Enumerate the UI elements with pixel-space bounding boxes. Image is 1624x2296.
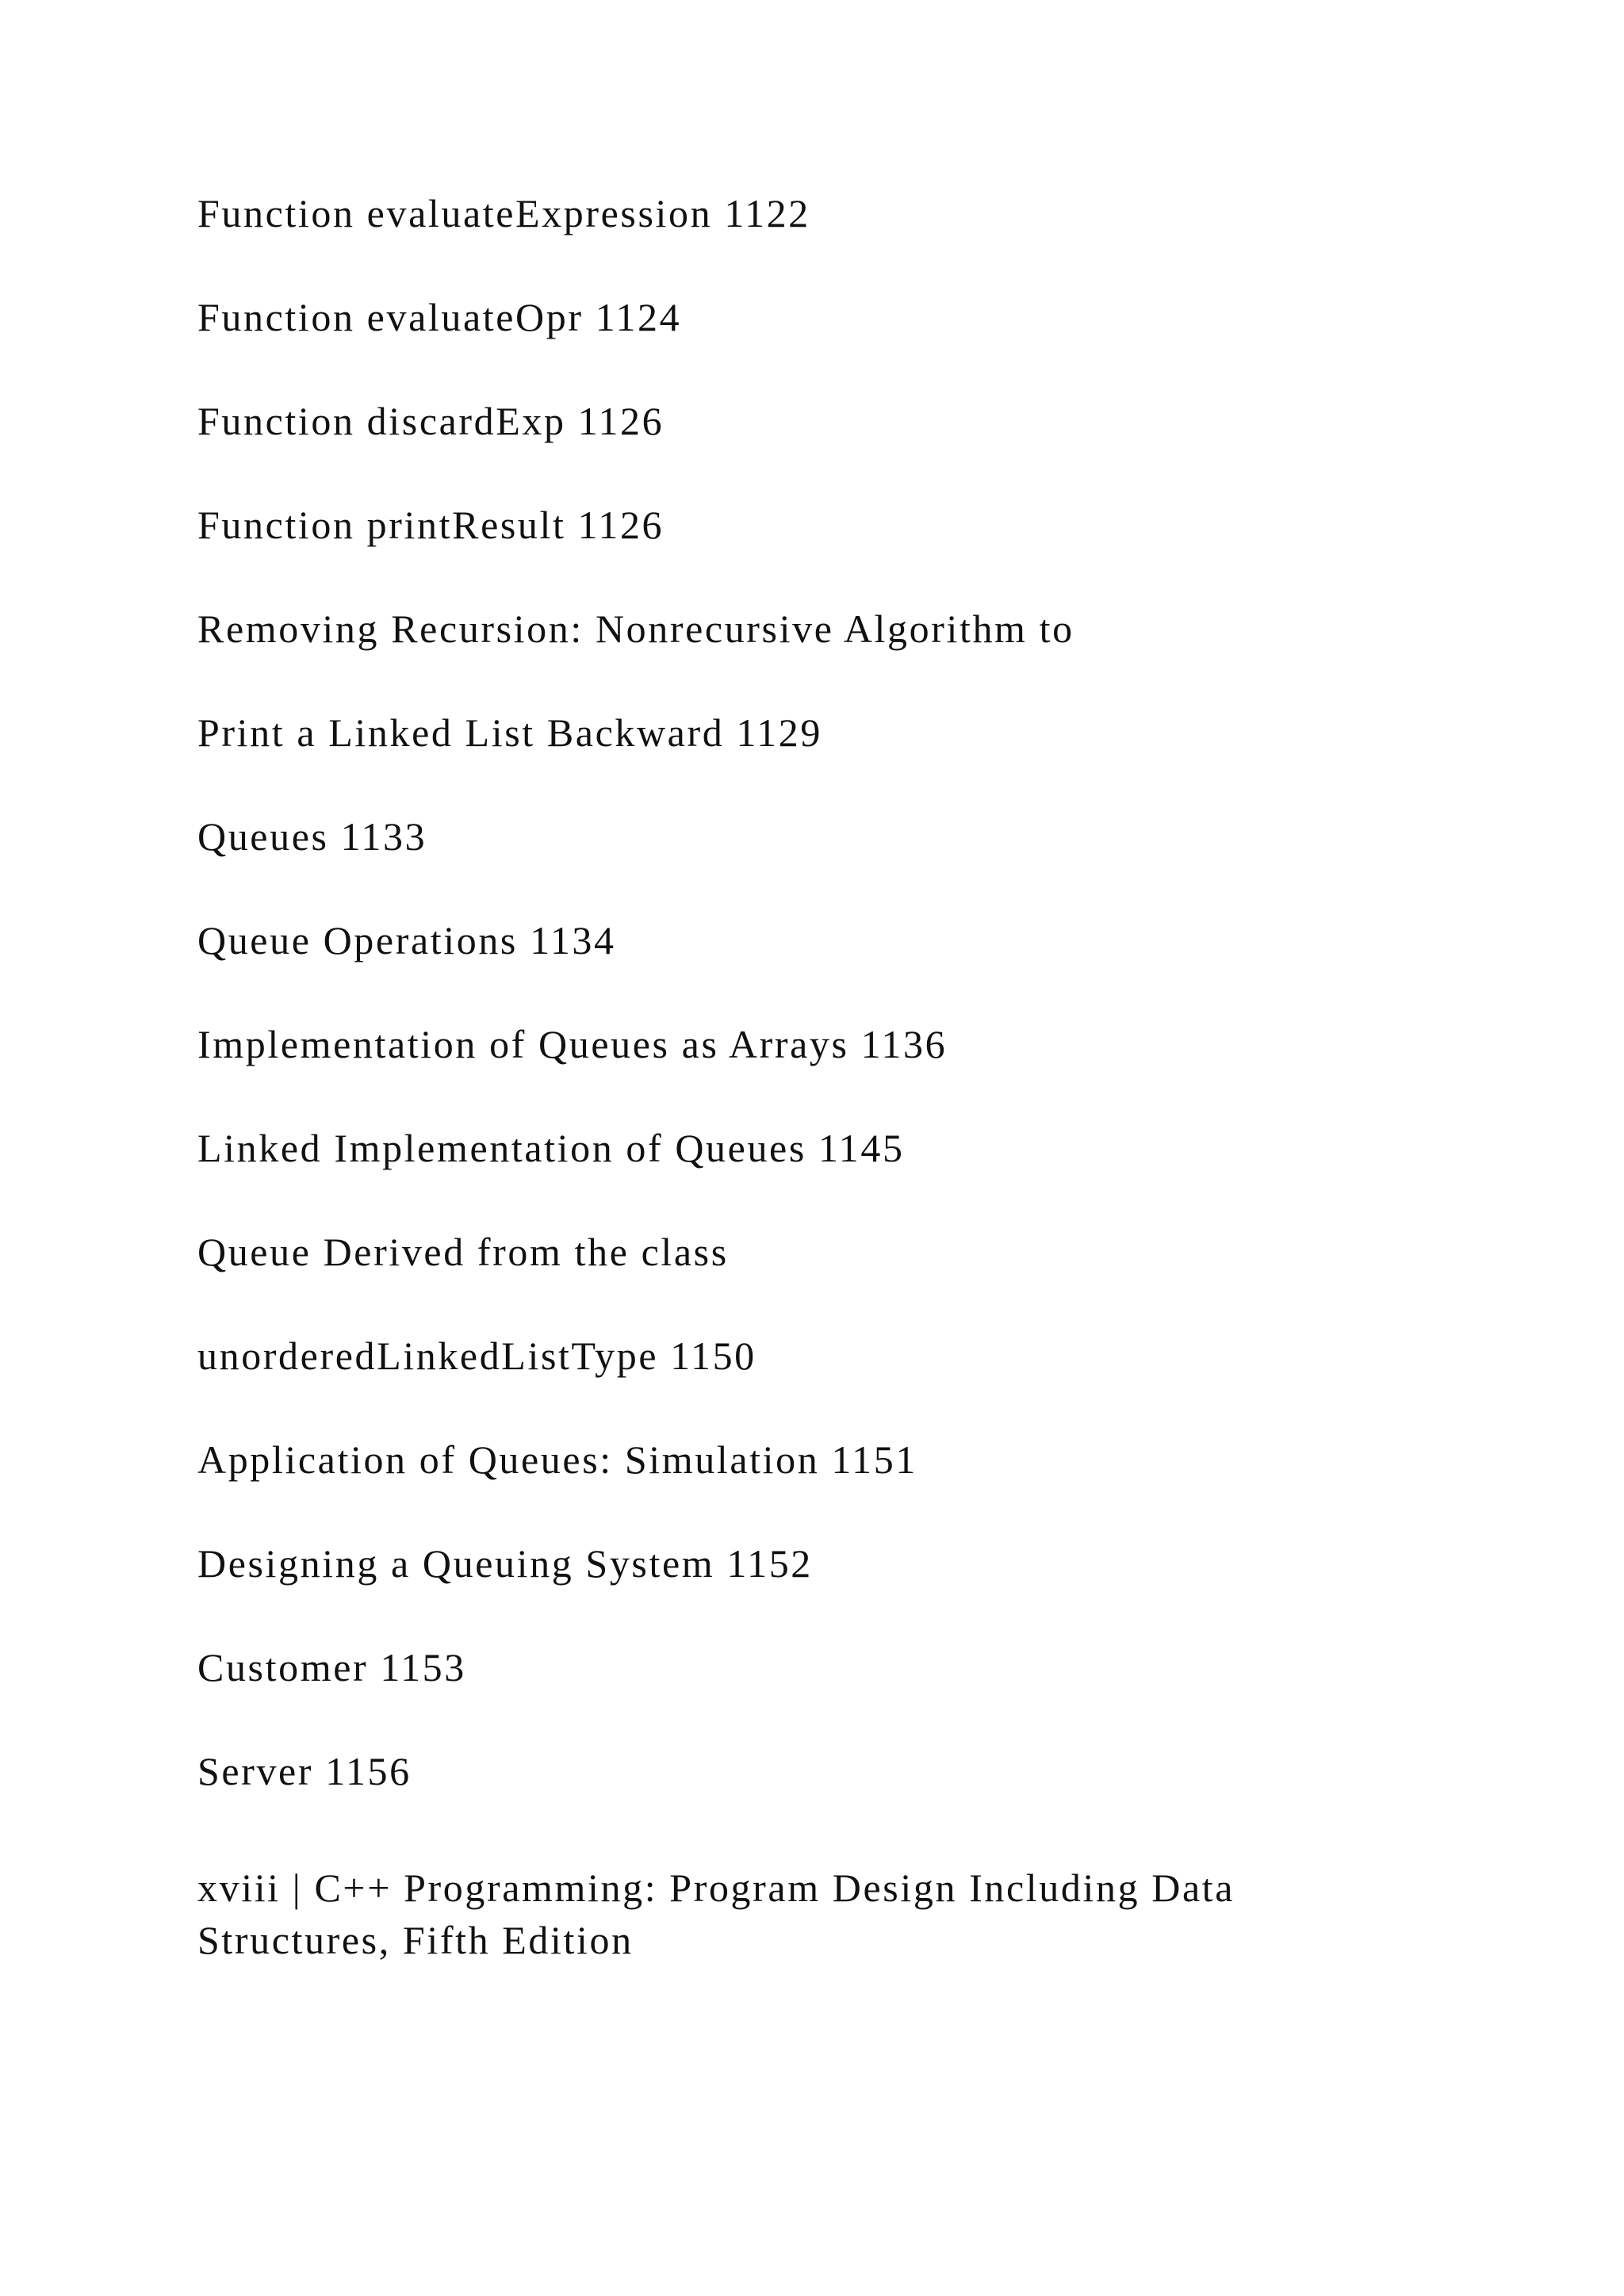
toc-entry: Function discardExp 1126 [197,399,665,443]
footer-line-edition: Structures, Fifth Edition [197,1918,634,1962]
toc-entry: Removing Recursion: Nonrecursive Algorithm to [197,607,1074,651]
toc-entry: Linked Implementation of Queues 1145 [197,1126,905,1170]
page-footer [197,1862,1466,1966]
toc-entry: Implementation of Queues as Arrays 1136 [197,1022,948,1066]
toc-entry: Queues 1133 [197,814,427,859]
toc-entry: Function evaluateOpr 1124 [197,295,682,339]
toc-entry: Designing a Queuing System 1152 [197,1541,813,1586]
footer-line-page-title: xviii | C++ Programming: Program Design Including Data [197,1866,1235,1910]
toc-entry: Queue Derived from the class [197,1230,729,1274]
table-of-contents [197,190,1466,1852]
toc-entry: Queue Operations 1134 [197,918,616,962]
toc-entry: unorderedLinkedListType 1150 [197,1334,756,1378]
toc-entry: Function printResult 1126 [197,503,665,547]
toc-entry: Function evaluateExpression 1122 [197,191,810,235]
toc-entry: Customer 1153 [197,1645,466,1689]
toc-entry: Application of Queues: Simulation 1151 [197,1437,917,1482]
toc-entry: Print a Linked List Backward 1129 [197,710,822,755]
toc-entry: Server 1156 [197,1749,412,1793]
